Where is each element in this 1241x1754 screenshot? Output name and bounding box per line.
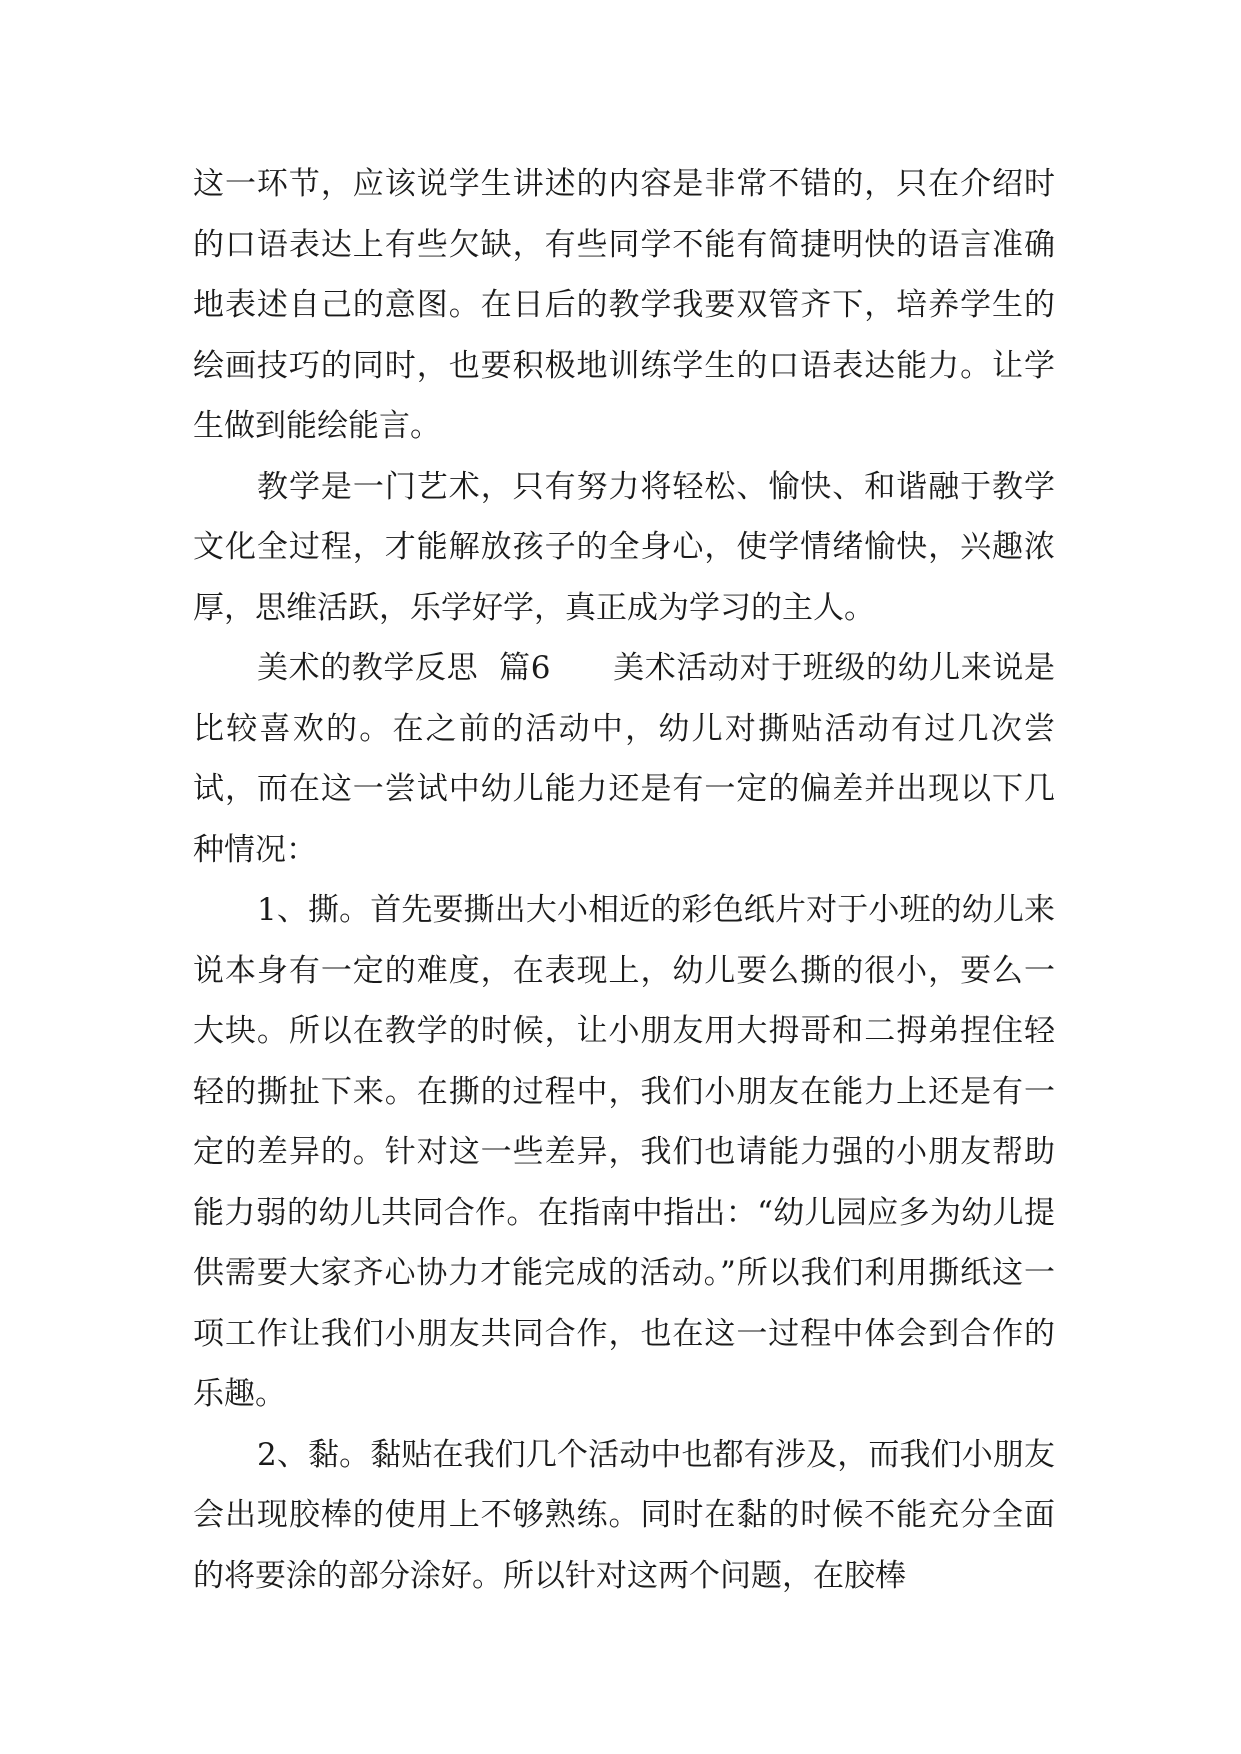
paragraph-5: 2、黏。黏贴在我们几个活动中也都有涉及，而我们小朋友会出现胶棒的使用上不够熟练。同时在黏的时候不能充分全面的将要涂的部分涂好。所以针对这两个问题，在胶棒 <box>193 1436 1055 1594</box>
document-body <box>193 154 1055 1606</box>
paragraph-3: 美术的教学反思 篇6 美术活动对于班级的幼儿来说是比较喜欢的。在之前的活动中，幼儿对撕贴活动有过几次尝试，而在这一尝试中幼儿能力还是有一定的偏差并出现以下几种情况： <box>193 650 1055 868</box>
paragraph-2: 教学是一门艺术，只有努力将轻松、愉快、和谐融于教学文化全过程，才能解放孩子的全身心，使学情绪愉快，兴趣浓厚，思维活跃，乐学好学，真正成为学习的主人。 <box>193 468 1055 626</box>
paragraph-4: 1、撕。首先要撕出大小相近的彩色纸片对于小班的幼儿来说本身有一定的难度，在表现上，幼儿要么撕的很小，要么一大块。所以在教学的时候，让小朋友用大拇哥和二拇弟捏住轻轻的撕扯下来。在撕的过程中，我们小朋友在能力上还是有一定的差异的。针对这一些差异，我们也请能力强的小朋友帮助能力弱的幼儿共同合作。在指南中指出：“幼儿园应多为幼儿提供需要大家齐心协力才能完成的活动。”所以我们利用撕纸这一项工作让我们小朋友共同合作，也在这一过程中体会到合作的乐趣。 <box>193 892 1055 1412</box>
paragraph-1: 这一环节，应该说学生讲述的内容是非常不错的，只在介绍时的口语表达上有些欠缺，有些同学不能有简捷明快的语言准确地表述自己的意图。在日后的教学我要双管齐下，培养学生的绘画技巧的同时，也要积极地训练学生的口语表达能力。让学生做到能绘能言。 <box>193 166 1055 444</box>
